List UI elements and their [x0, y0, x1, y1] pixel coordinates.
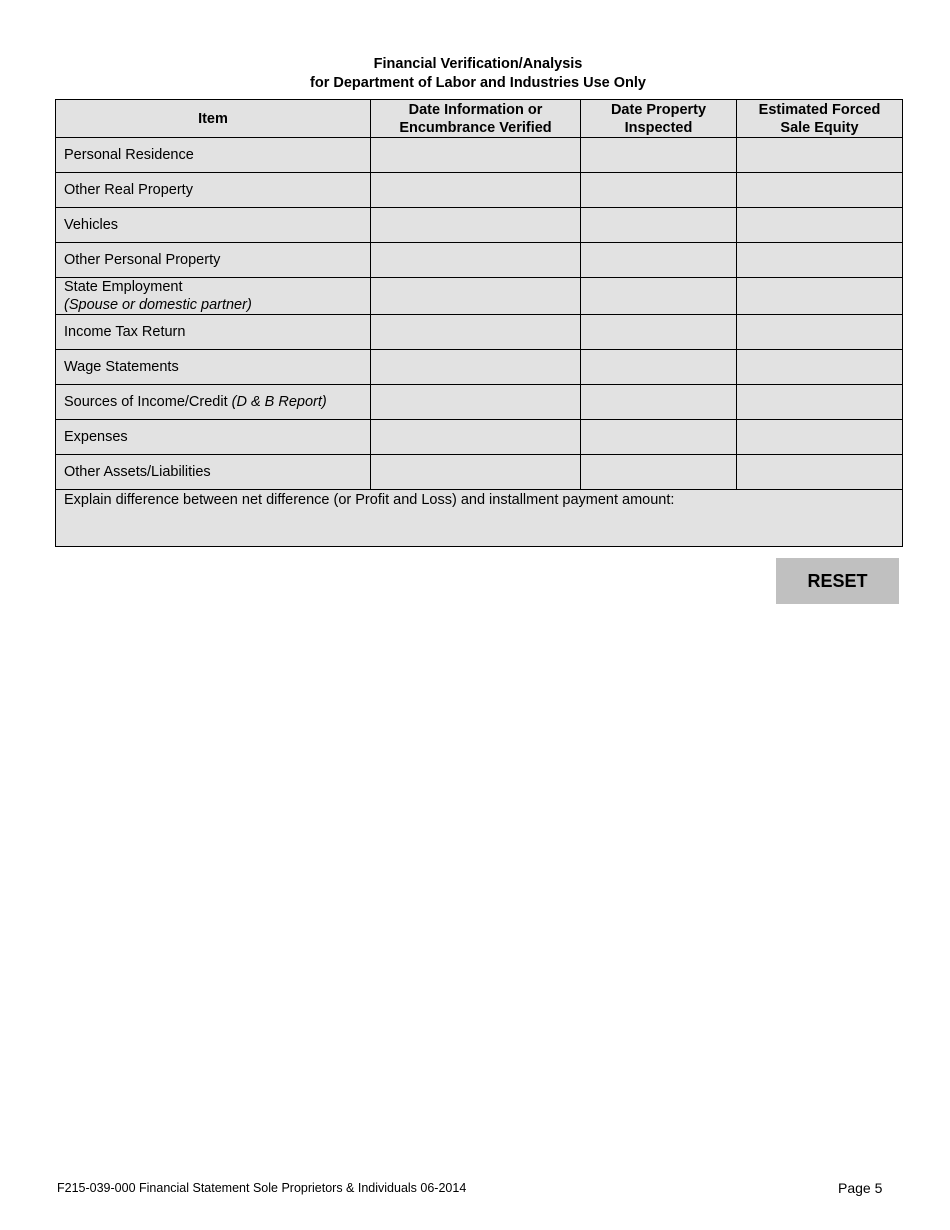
- table-row: [56, 455, 903, 490]
- row-label-sources-italic: (D & B Report): [231, 394, 327, 410]
- date-inspected-field[interactable]: [581, 173, 737, 208]
- row-label-personal-residence: Personal Residence: [56, 138, 371, 173]
- date-verified-field[interactable]: [371, 455, 581, 490]
- verification-table: [55, 99, 903, 547]
- date-inspected-field[interactable]: [581, 385, 737, 420]
- sale-equity-field[interactable]: [737, 138, 903, 173]
- form-title: [0, 55, 950, 93]
- table-row: [56, 243, 903, 278]
- table-row: [56, 350, 903, 385]
- sale-equity-field[interactable]: [737, 455, 903, 490]
- date-inspected-field[interactable]: [581, 420, 737, 455]
- date-inspected-field[interactable]: [581, 278, 737, 315]
- table-header-row: [56, 100, 903, 138]
- column-header-date-verified: [371, 100, 581, 138]
- sale-equity-field[interactable]: [737, 350, 903, 385]
- date-verified-field[interactable]: [371, 138, 581, 173]
- explain-row: [56, 490, 903, 547]
- footer-form-id: F215-039-000 Financial Statement Sole Proprietors & Individuals 06-2014: [57, 1181, 467, 1195]
- form-title-line-1: Financial Verification/Analysis: [373, 56, 583, 72]
- column-header-sale-equity-line-1: Estimated Forced: [758, 101, 881, 118]
- column-header-sale-equity-line-2: Sale Equity: [780, 119, 859, 136]
- sale-equity-field[interactable]: [737, 278, 903, 315]
- date-inspected-field[interactable]: [581, 455, 737, 490]
- column-header-date-inspected-line-2: Inspected: [624, 119, 693, 136]
- row-label-other-real-property: Other Real Property: [56, 173, 371, 208]
- date-verified-field[interactable]: [371, 173, 581, 208]
- table-row: [56, 278, 903, 315]
- reset-button[interactable]: RESET: [776, 558, 899, 604]
- row-label-expenses: Expenses: [56, 420, 371, 455]
- sale-equity-field[interactable]: [737, 420, 903, 455]
- column-header-date-inspected-line-1: Date Property: [610, 101, 707, 118]
- table-row: [56, 420, 903, 455]
- row-label-sources-text: Sources of Income/Credit: [64, 394, 232, 410]
- date-verified-field[interactable]: [371, 315, 581, 350]
- table-row: [56, 315, 903, 350]
- date-verified-field[interactable]: [371, 208, 581, 243]
- row-label-income-tax-return: Income Tax Return: [56, 315, 371, 350]
- table-row: [56, 173, 903, 208]
- table-row: [56, 385, 903, 420]
- row-label-state-employment-text: State Employment: [64, 279, 183, 295]
- row-label-other-assets-liabilities: Other Assets/Liabilities: [56, 455, 371, 490]
- table-row: [56, 208, 903, 243]
- date-inspected-field[interactable]: [581, 350, 737, 385]
- date-verified-field[interactable]: [371, 350, 581, 385]
- date-inspected-field[interactable]: [581, 243, 737, 278]
- row-sublabel-spouse: (Spouse or domestic partner): [64, 297, 252, 313]
- sale-equity-field[interactable]: [737, 243, 903, 278]
- date-verified-field[interactable]: [371, 278, 581, 315]
- sale-equity-field[interactable]: [737, 315, 903, 350]
- row-label-wage-statements: Wage Statements: [56, 350, 371, 385]
- explain-difference-field[interactable]: [56, 490, 903, 547]
- sale-equity-field[interactable]: [737, 208, 903, 243]
- row-label-other-personal-property: Other Personal Property: [56, 243, 371, 278]
- date-inspected-field[interactable]: [581, 315, 737, 350]
- sale-equity-field[interactable]: [737, 385, 903, 420]
- date-inspected-field[interactable]: [581, 208, 737, 243]
- sale-equity-field[interactable]: [737, 173, 903, 208]
- row-label-vehicles: Vehicles: [56, 208, 371, 243]
- date-verified-field[interactable]: [371, 385, 581, 420]
- column-header-item: Item: [56, 100, 371, 138]
- date-inspected-field[interactable]: [581, 138, 737, 173]
- explain-difference-label: Explain difference between net difference (or Profit and Loss) and installment payment amount:: [64, 492, 675, 508]
- date-verified-field[interactable]: [371, 243, 581, 278]
- footer-page-number: Page 5: [838, 1180, 883, 1196]
- column-header-date-inspected: [581, 100, 737, 138]
- table-row: [56, 138, 903, 173]
- row-label-state-employment: [56, 278, 371, 315]
- column-header-date-verified-line-2: Encumbrance Verified: [399, 119, 552, 136]
- date-verified-field[interactable]: [371, 420, 581, 455]
- row-label-sources-of-income: [56, 385, 371, 420]
- column-header-sale-equity: [737, 100, 903, 138]
- form-title-line-2: for Department of Labor and Industries Use Only: [310, 75, 646, 91]
- column-header-date-verified-line-1: Date Information or: [408, 101, 543, 118]
